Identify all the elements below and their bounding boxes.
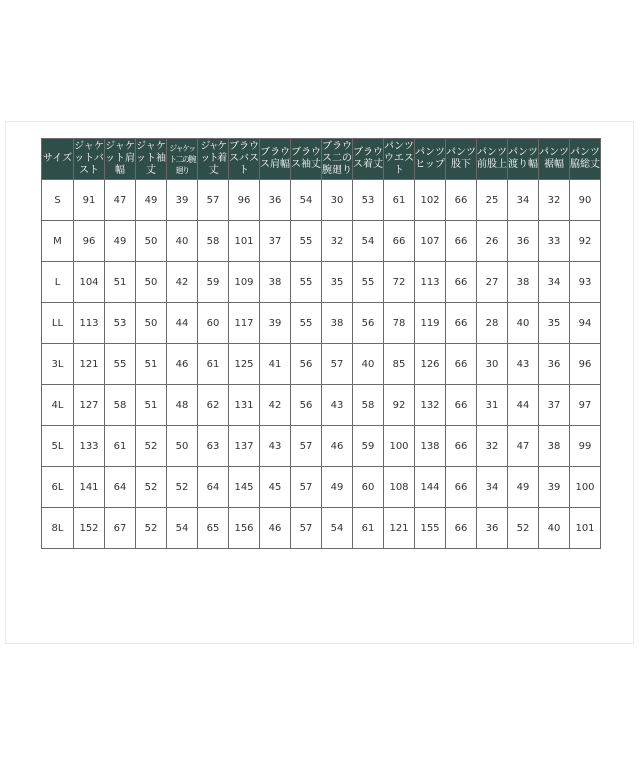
size-label-cell: M — [42, 221, 74, 262]
measurement-cell: 101 — [229, 221, 260, 262]
measurement-cell: 56 — [353, 303, 384, 344]
measurement-cell: 100 — [570, 467, 601, 508]
measurement-cell: 40 — [539, 508, 570, 549]
measurement-cell: 62 — [198, 385, 229, 426]
header-cell: パンツ脇総丈 — [570, 139, 601, 180]
measurement-cell: 39 — [539, 467, 570, 508]
header-cell: パンツ渡り幅 — [508, 139, 539, 180]
measurement-cell: 94 — [570, 303, 601, 344]
measurement-cell: 57 — [322, 344, 353, 385]
measurement-cell: 117 — [229, 303, 260, 344]
measurement-cell: 61 — [105, 426, 136, 467]
measurement-cell: 113 — [74, 303, 105, 344]
size-chart-table — [41, 138, 601, 549]
header-cell: パンツ裾幅 — [539, 139, 570, 180]
measurement-cell: 66 — [384, 221, 415, 262]
measurement-cell: 38 — [539, 426, 570, 467]
measurement-cell: 44 — [508, 385, 539, 426]
measurement-cell: 58 — [353, 385, 384, 426]
measurement-cell: 66 — [446, 344, 477, 385]
measurement-cell: 58 — [198, 221, 229, 262]
measurement-cell: 64 — [105, 467, 136, 508]
measurement-cell: 56 — [291, 385, 322, 426]
measurement-cell: 38 — [260, 262, 291, 303]
measurement-cell: 66 — [446, 262, 477, 303]
measurement-cell: 55 — [105, 344, 136, 385]
measurement-cell: 55 — [291, 221, 322, 262]
measurement-cell: 40 — [353, 344, 384, 385]
measurement-cell: 61 — [384, 180, 415, 221]
size-label-cell: 5L — [42, 426, 74, 467]
measurement-cell: 35 — [322, 262, 353, 303]
measurement-cell: 50 — [136, 221, 167, 262]
measurement-cell: 66 — [446, 385, 477, 426]
measurement-cell: 39 — [167, 180, 198, 221]
measurement-cell: 34 — [539, 262, 570, 303]
measurement-cell: 156 — [229, 508, 260, 549]
table-row — [42, 426, 601, 467]
header-cell: パンツヒップ — [415, 139, 446, 180]
measurement-cell: 61 — [353, 508, 384, 549]
measurement-cell: 121 — [74, 344, 105, 385]
measurement-cell: 67 — [105, 508, 136, 549]
table-row — [42, 180, 601, 221]
measurement-cell: 27 — [477, 262, 508, 303]
measurement-cell: 144 — [415, 467, 446, 508]
measurement-cell: 91 — [74, 180, 105, 221]
measurement-cell: 31 — [477, 385, 508, 426]
measurement-cell: 30 — [477, 344, 508, 385]
measurement-cell: 54 — [291, 180, 322, 221]
header-cell: ブラウスバスト — [229, 139, 260, 180]
table-body — [42, 180, 601, 549]
measurement-cell: 102 — [415, 180, 446, 221]
size-label-cell: 6L — [42, 467, 74, 508]
measurement-cell: 96 — [570, 344, 601, 385]
size-label-cell: 3L — [42, 344, 74, 385]
measurement-cell: 66 — [446, 467, 477, 508]
size-label-cell: S — [42, 180, 74, 221]
table-row — [42, 467, 601, 508]
header-cell: ジャケット着丈 — [198, 139, 229, 180]
measurement-cell: 40 — [167, 221, 198, 262]
measurement-cell: 52 — [167, 467, 198, 508]
header-cell: サイズ — [42, 139, 74, 180]
table-header-row — [42, 139, 601, 180]
measurement-cell: 49 — [508, 467, 539, 508]
measurement-cell: 64 — [198, 467, 229, 508]
measurement-cell: 25 — [477, 180, 508, 221]
measurement-cell: 57 — [291, 508, 322, 549]
size-label-cell: 4L — [42, 385, 74, 426]
measurement-cell: 85 — [384, 344, 415, 385]
measurement-cell: 49 — [322, 467, 353, 508]
measurement-cell: 90 — [570, 180, 601, 221]
measurement-cell: 36 — [260, 180, 291, 221]
measurement-cell: 60 — [353, 467, 384, 508]
measurement-cell: 92 — [570, 221, 601, 262]
header-cell: ブラウス二の腕廻り — [322, 139, 353, 180]
measurement-cell: 92 — [384, 385, 415, 426]
measurement-cell: 54 — [167, 508, 198, 549]
measurement-cell: 66 — [446, 303, 477, 344]
measurement-cell: 155 — [415, 508, 446, 549]
header-cell: ジャケット二の腕廻り — [167, 139, 198, 180]
measurement-cell: 50 — [136, 262, 167, 303]
header-cell: ブラウス着丈 — [353, 139, 384, 180]
measurement-cell: 49 — [136, 180, 167, 221]
measurement-cell: 100 — [384, 426, 415, 467]
measurement-cell: 40 — [508, 303, 539, 344]
measurement-cell: 42 — [167, 262, 198, 303]
measurement-cell: 28 — [477, 303, 508, 344]
measurement-cell: 57 — [291, 467, 322, 508]
header-cell: パンツ股下 — [446, 139, 477, 180]
measurement-cell: 43 — [508, 344, 539, 385]
measurement-cell: 46 — [167, 344, 198, 385]
measurement-cell: 109 — [229, 262, 260, 303]
measurement-cell: 46 — [322, 426, 353, 467]
measurement-cell: 141 — [74, 467, 105, 508]
measurement-cell: 121 — [384, 508, 415, 549]
measurement-cell: 32 — [322, 221, 353, 262]
measurement-cell: 57 — [198, 180, 229, 221]
measurement-cell: 36 — [477, 508, 508, 549]
header-cell: ジャケット肩幅 — [105, 139, 136, 180]
measurement-cell: 127 — [74, 385, 105, 426]
measurement-cell: 63 — [198, 426, 229, 467]
measurement-cell: 66 — [446, 426, 477, 467]
measurement-cell: 51 — [136, 344, 167, 385]
measurement-cell: 96 — [74, 221, 105, 262]
header-cell: パンツウエスト — [384, 139, 415, 180]
measurement-cell: 145 — [229, 467, 260, 508]
measurement-cell: 38 — [322, 303, 353, 344]
measurement-cell: 55 — [353, 262, 384, 303]
measurement-cell: 152 — [74, 508, 105, 549]
measurement-cell: 43 — [260, 426, 291, 467]
measurement-cell: 138 — [415, 426, 446, 467]
measurement-cell: 126 — [415, 344, 446, 385]
measurement-cell: 55 — [291, 262, 322, 303]
measurement-cell: 55 — [291, 303, 322, 344]
measurement-cell: 33 — [539, 221, 570, 262]
measurement-cell: 104 — [74, 262, 105, 303]
header-cell: ブラウス袖丈 — [291, 139, 322, 180]
measurement-cell: 38 — [508, 262, 539, 303]
measurement-cell: 44 — [167, 303, 198, 344]
header-cell: ジャケットバスト — [74, 139, 105, 180]
measurement-cell: 30 — [322, 180, 353, 221]
measurement-cell: 125 — [229, 344, 260, 385]
measurement-cell: 132 — [415, 385, 446, 426]
header-cell: ブラウス肩幅 — [260, 139, 291, 180]
measurement-cell: 52 — [508, 508, 539, 549]
table-row — [42, 385, 601, 426]
measurement-cell: 60 — [198, 303, 229, 344]
measurement-cell: 133 — [74, 426, 105, 467]
measurement-cell: 97 — [570, 385, 601, 426]
size-label-cell: L — [42, 262, 74, 303]
measurement-cell: 51 — [105, 262, 136, 303]
measurement-cell: 59 — [353, 426, 384, 467]
measurement-cell: 58 — [105, 385, 136, 426]
header-cell: ジャケット袖丈 — [136, 139, 167, 180]
measurement-cell: 34 — [508, 180, 539, 221]
measurement-cell: 137 — [229, 426, 260, 467]
measurement-cell: 32 — [477, 426, 508, 467]
measurement-cell: 53 — [105, 303, 136, 344]
measurement-cell: 43 — [322, 385, 353, 426]
measurement-cell: 61 — [198, 344, 229, 385]
measurement-cell: 50 — [136, 303, 167, 344]
measurement-cell: 52 — [136, 467, 167, 508]
measurement-cell: 53 — [353, 180, 384, 221]
measurement-cell: 47 — [508, 426, 539, 467]
measurement-cell: 26 — [477, 221, 508, 262]
measurement-cell: 93 — [570, 262, 601, 303]
measurement-cell: 57 — [291, 426, 322, 467]
table-row — [42, 221, 601, 262]
measurement-cell: 65 — [198, 508, 229, 549]
table-row — [42, 303, 601, 344]
measurement-cell: 41 — [260, 344, 291, 385]
measurement-cell: 113 — [415, 262, 446, 303]
header-cell: パンツ前股上 — [477, 139, 508, 180]
measurement-cell: 78 — [384, 303, 415, 344]
measurement-cell: 59 — [198, 262, 229, 303]
measurement-cell: 32 — [539, 180, 570, 221]
measurement-cell: 131 — [229, 385, 260, 426]
table-row — [42, 262, 601, 303]
measurement-cell: 35 — [539, 303, 570, 344]
measurement-cell: 36 — [508, 221, 539, 262]
measurement-cell: 36 — [539, 344, 570, 385]
measurement-cell: 34 — [477, 467, 508, 508]
measurement-cell: 56 — [291, 344, 322, 385]
measurement-cell: 49 — [105, 221, 136, 262]
measurement-cell: 52 — [136, 508, 167, 549]
measurement-cell: 54 — [322, 508, 353, 549]
measurement-cell: 54 — [353, 221, 384, 262]
measurement-cell: 66 — [446, 508, 477, 549]
table-row — [42, 344, 601, 385]
size-label-cell: 8L — [42, 508, 74, 549]
measurement-cell: 42 — [260, 385, 291, 426]
table-row — [42, 508, 601, 549]
measurement-cell: 101 — [570, 508, 601, 549]
measurement-cell: 37 — [260, 221, 291, 262]
measurement-cell: 108 — [384, 467, 415, 508]
measurement-cell: 37 — [539, 385, 570, 426]
measurement-cell: 66 — [446, 221, 477, 262]
measurement-cell: 50 — [167, 426, 198, 467]
measurement-cell: 48 — [167, 385, 198, 426]
measurement-cell: 72 — [384, 262, 415, 303]
measurement-cell: 66 — [446, 180, 477, 221]
measurement-cell: 47 — [105, 180, 136, 221]
measurement-cell: 51 — [136, 385, 167, 426]
measurement-cell: 99 — [570, 426, 601, 467]
measurement-cell: 39 — [260, 303, 291, 344]
measurement-cell: 107 — [415, 221, 446, 262]
measurement-cell: 45 — [260, 467, 291, 508]
measurement-cell: 119 — [415, 303, 446, 344]
measurement-cell: 96 — [229, 180, 260, 221]
size-label-cell: LL — [42, 303, 74, 344]
measurement-cell: 46 — [260, 508, 291, 549]
measurement-cell: 52 — [136, 426, 167, 467]
